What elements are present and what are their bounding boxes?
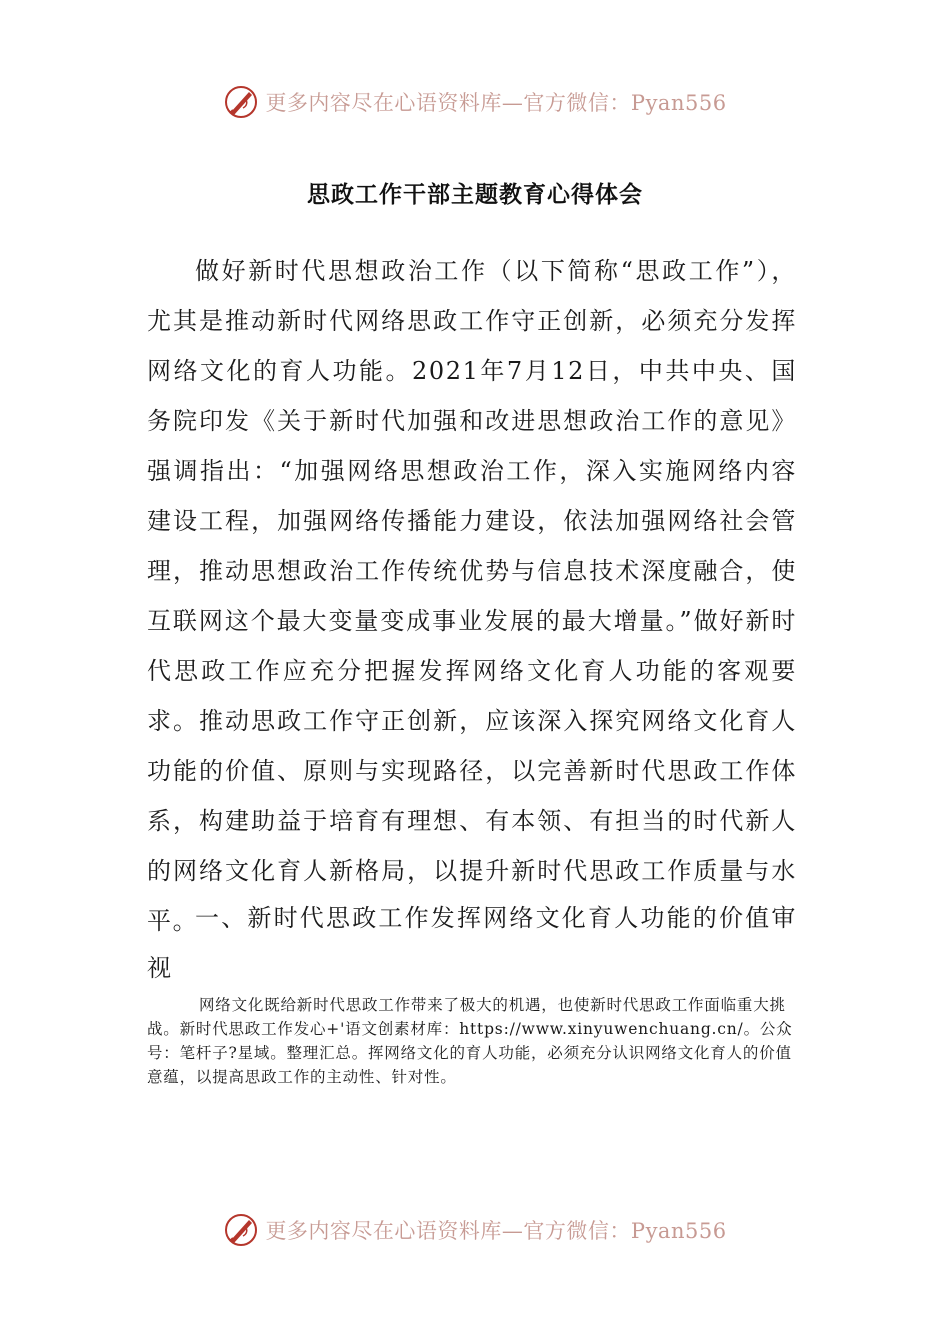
small-paragraph: 网络文化既给新时代思政工作带来了极大的机遇，也使新时代思政工作面临重大挑战。新时代思政工作发心+'语文创素材库：https://www.xinyuwenchuang.cn/。公众号：笔杆子?星域。整理汇总。挥网络文化的育人功能，必须充分认识网络文化育人的价值意蕴，以提高思政工作的主动性、针对性。 <box>147 996 793 1086</box>
document-title: 思政工作干部主题教育心得体会 <box>307 182 643 208</box>
header-banner <box>0 80 950 124</box>
paragraph-1: 做好新时代思想政治工作（以下简称“思政工作”），尤其是推动新时代网络思政工作守正创新，必须充分发挥网络文化的育人功能。2021年7月12日，中共中央、国务院印发《关于新时代加强和改进思想政治工作的意见》强调指出：“加强网络思想政治工作，深入实施网络内容建设工程，加强网络传播能力建设，依法加强网络社会管理，推动思想政治工作传统优势与信息技术深度融合，使互联网这个最大变量变成事业发展的最大增量。”做好新时代思政工作应充分把握发挥网络文化育人功能的客观要求。推动思政工作守正创新，应该深入探究网络文化育人功能的价值、原则与实现路径，以完善新时代思政工作体系，构建助益于培育有理想、有本领、有担当的时代新人的网络文化育人新格局，以提升新时代思政工作质量与水平。 <box>147 257 797 935</box>
quill-pen-logo-icon <box>223 1212 259 1248</box>
footer-banner <box>0 1208 950 1252</box>
section-heading-1: 一、新时代思政工作发挥网络文化育人功能的价值审视 <box>147 904 797 982</box>
header-banner-text: 更多内容尽在心语资料库—官方微信：Pyan556 <box>265 91 727 115</box>
quill-pen-logo-icon <box>223 84 259 120</box>
footer-banner-text: 更多内容尽在心语资料库—官方微信：Pyan556 <box>265 1219 727 1243</box>
